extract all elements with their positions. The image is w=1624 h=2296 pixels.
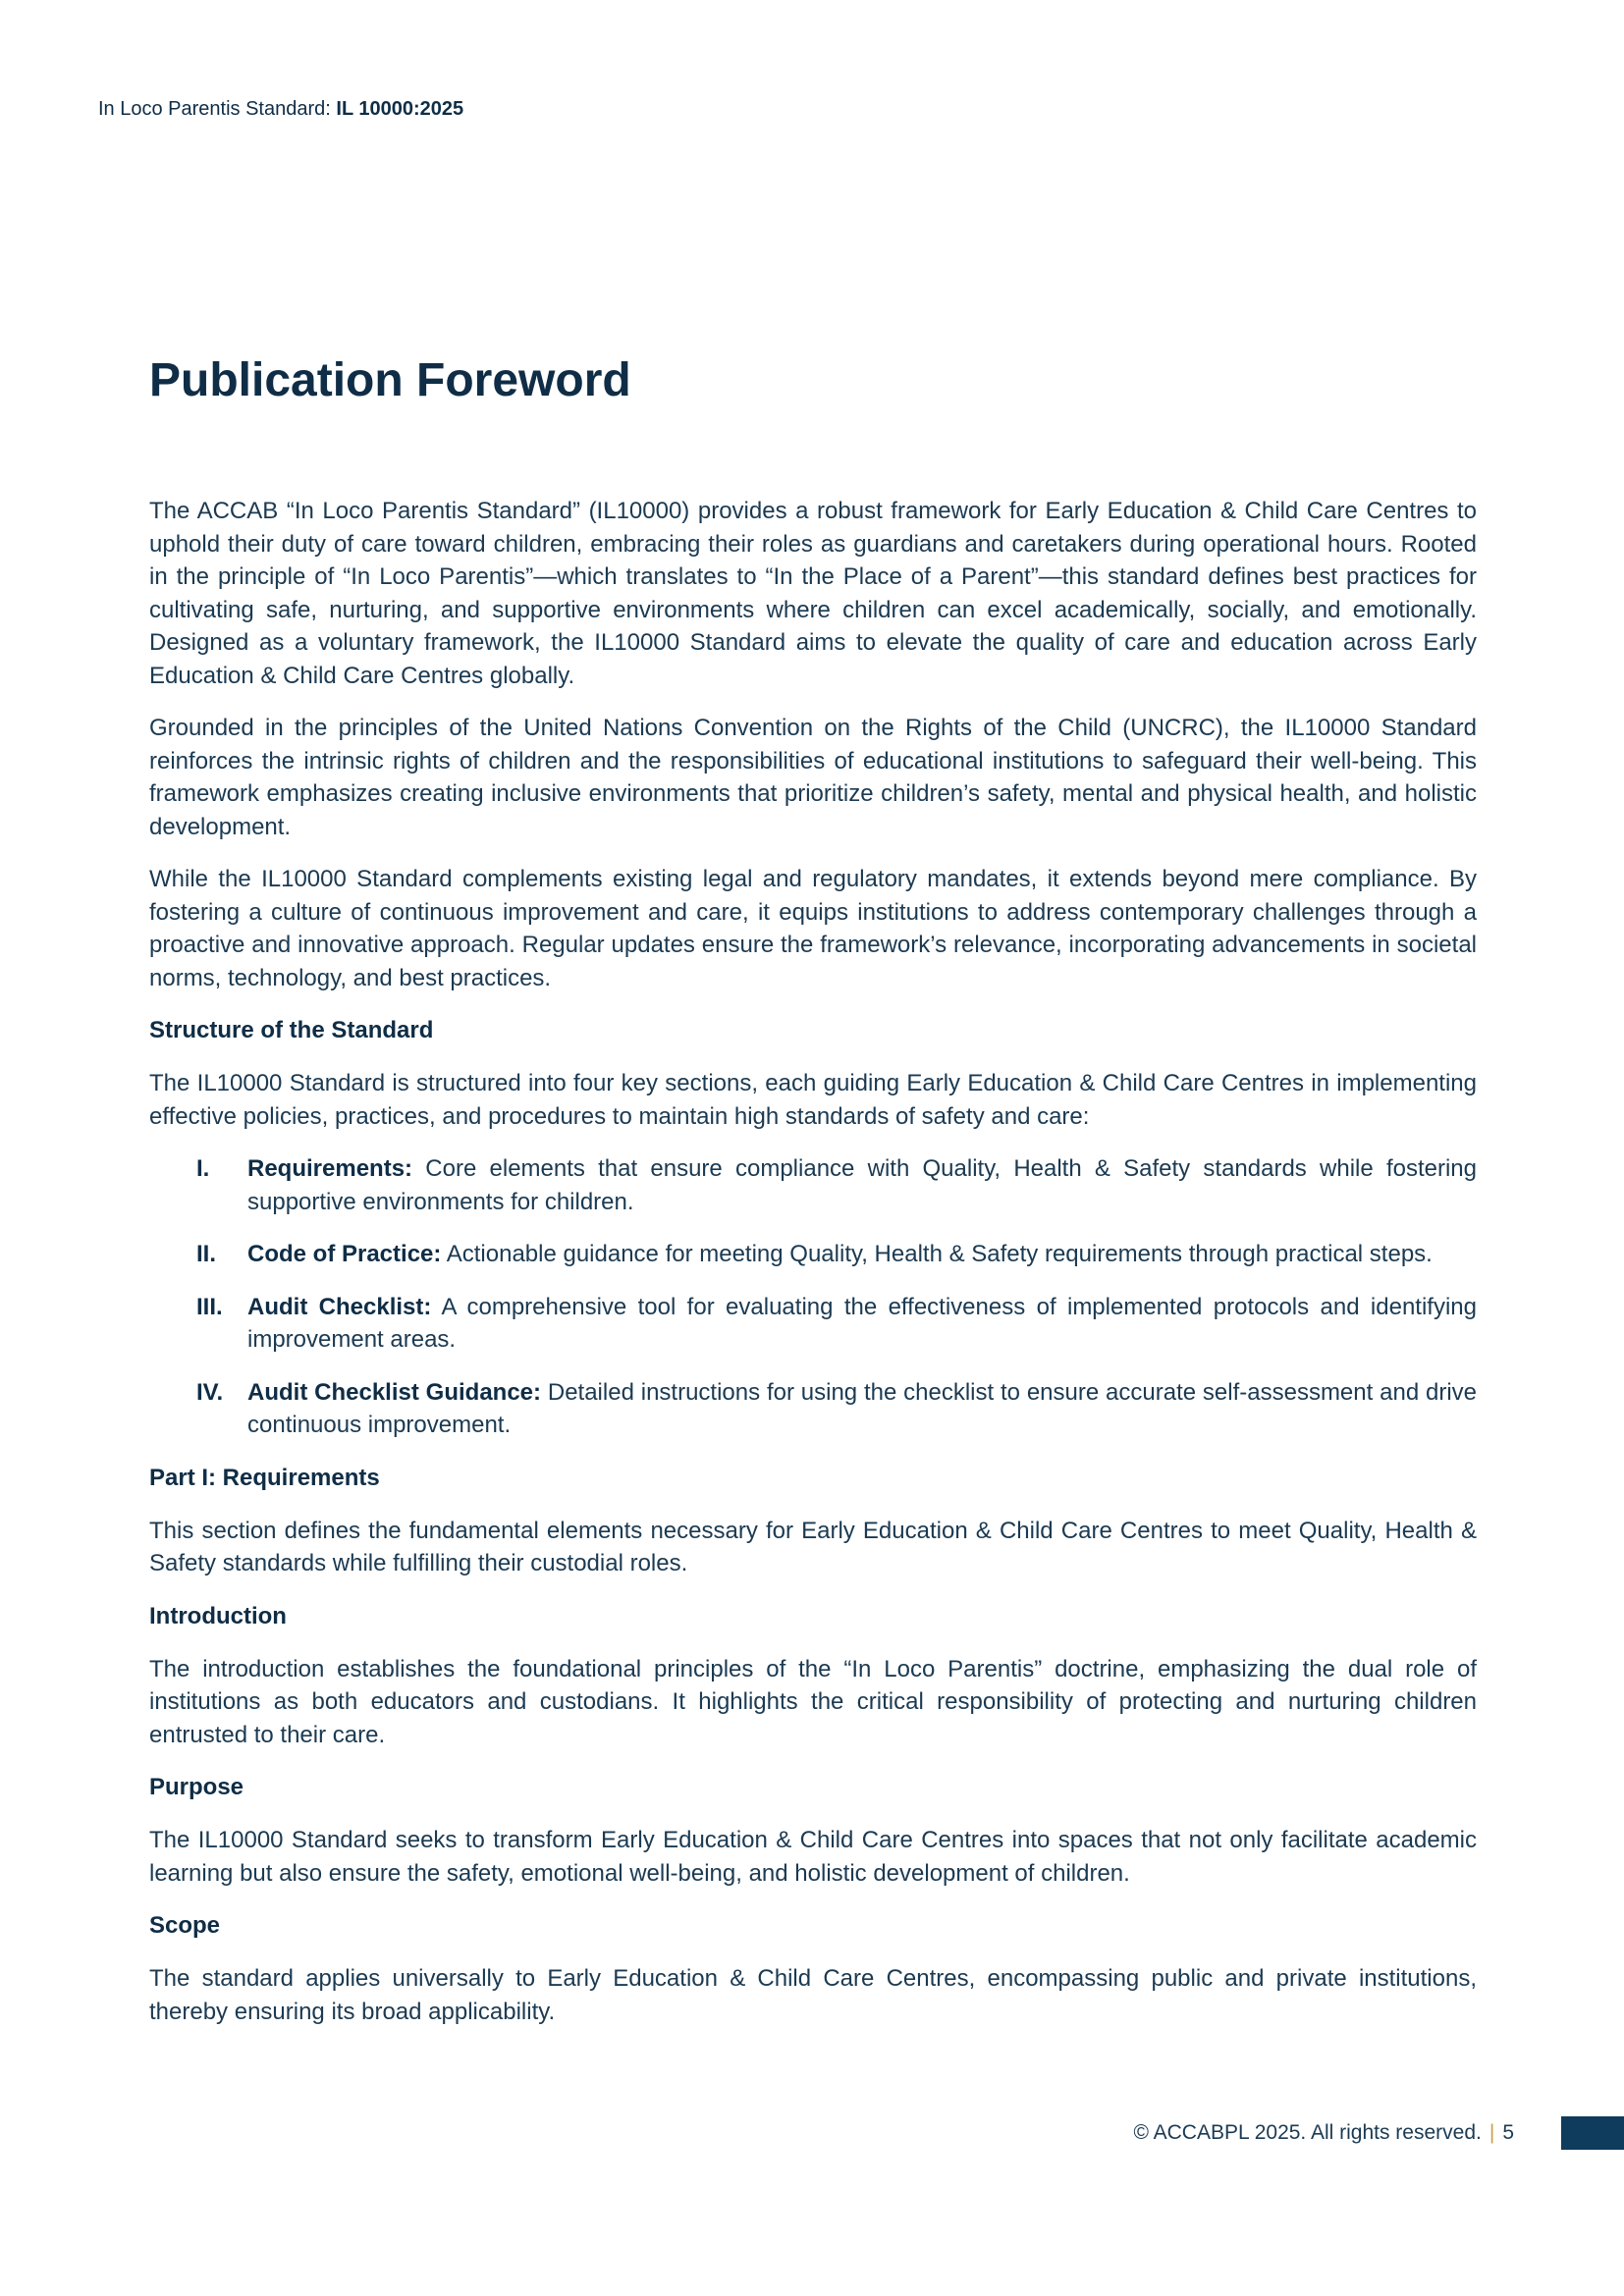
foreword-paragraph-2: Grounded in the principles of the United Nations Convention on the Rights of the Child (UNCRC), the IL10000 Standard reinforces the intrinsic rights of children and the responsibilities of educational institutions to safeguard their well-being. This framework emphasizes creating inclusive environments that prioritize children’s safety, mental and physical health, and holistic development. bbox=[149, 715, 1477, 840]
list-numeral: IV. bbox=[196, 1378, 224, 1406]
scope-text: The standard applies universally to Early Education & Child Care Centres, encompassing public and private institutions, thereby ensuring its broad applicability. bbox=[149, 1965, 1477, 2025]
introduction-text: The introduction establishes the foundational principles of the “In Loco Parentis” doctrine, emphasizing the dual role of institutions as both educators and custodians. It highlights the critical responsibility of protecting and nurturing children entrusted to their care. bbox=[149, 1655, 1477, 1748]
purpose-text: The IL10000 Standard seeks to transform Early Education & Child Care Centres into spaces that not only facilitate academic learning but also ensure the safety, emotional well-being, and holistic development of children. bbox=[149, 1827, 1477, 1887]
list-item bbox=[149, 1152, 1477, 1218]
page-title: Publication Foreword bbox=[149, 354, 631, 406]
part1-text: This section defines the fundamental elements necessary for Early Education & Child Care Centres to meet Quality, Health & Safety standards while fulfilling their custodial roles. bbox=[149, 1517, 1477, 1576]
footer-accent-bar bbox=[1561, 2116, 1624, 2150]
running-header bbox=[98, 98, 463, 121]
introduction-heading: Introduction bbox=[149, 1602, 287, 1629]
list-term: Audit Checklist: bbox=[247, 1293, 432, 1320]
page-content bbox=[149, 346, 1477, 2048]
structure-intro: The IL10000 Standard is structured into four key sections, each guiding Early Education & Child Care Centres in implementing effective policies, practices, and procedures to maintain high standards of safety and care: bbox=[149, 1070, 1477, 1130]
list-item bbox=[149, 1291, 1477, 1357]
page-footer bbox=[1133, 2118, 1514, 2148]
structure-heading: Structure of the Standard bbox=[149, 1017, 434, 1043]
list-term: Audit Checklist Guidance: bbox=[247, 1378, 542, 1406]
footer-separator: | bbox=[1489, 2121, 1495, 2144]
list-item bbox=[149, 1238, 1477, 1271]
foreword-paragraph-3: While the IL10000 Standard complements existing legal and regulatory mandates, it extends beyond mere compliance. By fostering a culture of continuous improvement and care, it equips institutions to address contemporary challenges through a proactive and innovative approach. Regular updates ensure the framework’s relevance, incorporating advancements in societal norms, technology, and best practices. bbox=[149, 866, 1477, 991]
list-text: Detailed instructions for using the checklist to ensure accurate self-assessment and drive continuous improvement. bbox=[247, 1378, 1478, 1438]
list-numeral: II. bbox=[196, 1241, 217, 1267]
list-numeral: III. bbox=[196, 1293, 223, 1320]
header-standard-code: IL 10000:2025 bbox=[336, 98, 464, 120]
list-numeral: I. bbox=[196, 1155, 210, 1182]
list-item bbox=[149, 1376, 1477, 1442]
purpose-heading: Purpose bbox=[149, 1774, 244, 1800]
list-term: Code of Practice: bbox=[247, 1241, 442, 1267]
list-text: Core elements that ensure compliance with Quality, Health & Safety standards while fostering supportive environments for children. bbox=[247, 1155, 1477, 1215]
scope-heading: Scope bbox=[149, 1912, 221, 1939]
list-text: A comprehensive tool for evaluating the effectiveness of implemented protocols and identifying improvement areas. bbox=[247, 1293, 1477, 1353]
header-label: In Loco Parentis Standard: bbox=[98, 98, 331, 120]
foreword-paragraph-1: The ACCAB “In Loco Parentis Standard” (IL10000) provides a robust framework for Early Education & Child Care Centres to uphold their duty of care toward children, embracing their roles as guardians and caretakers during operational hours. Rooted in the principle of “In Loco Parentis”—which translates to “In the Place of a Parent”—this standard defines best practices for cultivating safe, nurturing, and supportive environments where children can excel academically, socially, and emotionally. Designed as a voluntary framework, the IL10000 Standard aims to elevate the quality of care and education across Early Education & Child Care Centres globally. bbox=[149, 498, 1477, 689]
sections-list bbox=[149, 1152, 1477, 1442]
page-number: 5 bbox=[1502, 2121, 1514, 2144]
part1-heading: Part I: Requirements bbox=[149, 1464, 380, 1491]
list-text: Actionable guidance for meeting Quality, Health & Safety requirements through practical steps. bbox=[446, 1241, 1433, 1267]
copyright-notice: © ACCABPL 2025. All rights reserved. bbox=[1133, 2121, 1482, 2144]
list-term: Requirements: bbox=[247, 1155, 413, 1182]
